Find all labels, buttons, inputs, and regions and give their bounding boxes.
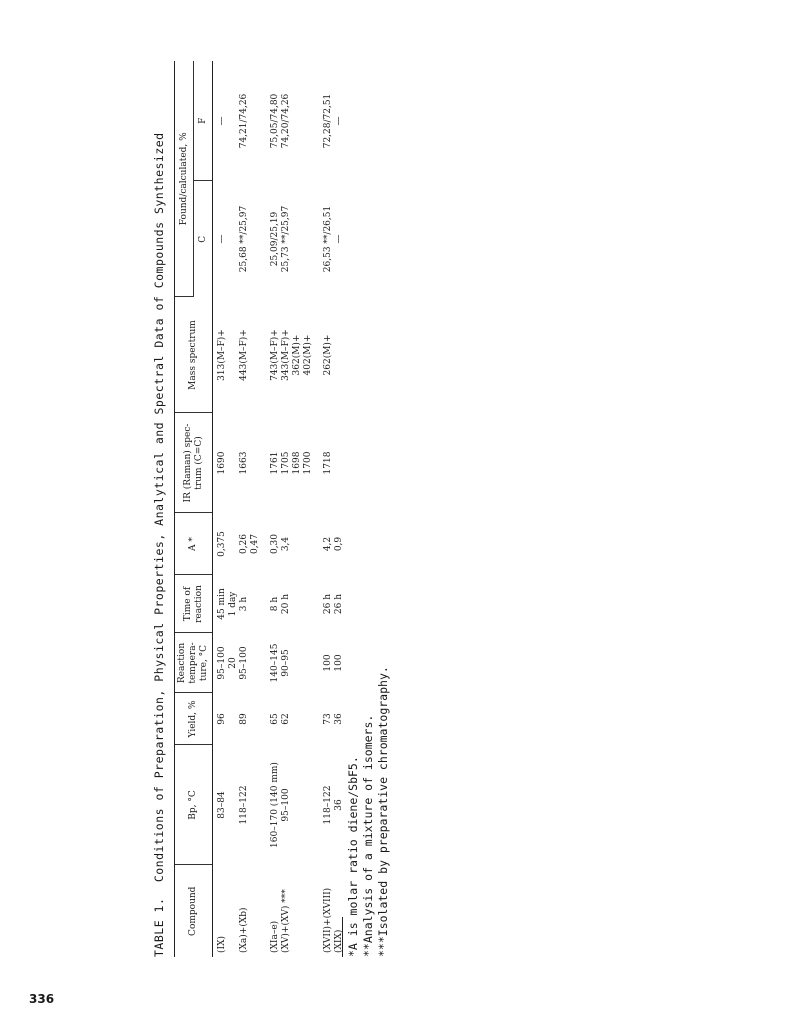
cell-mass: 262(M)+ — [323, 334, 333, 376]
rotated-table-block — [152, 57, 422, 957]
cell-time: 3 h — [239, 596, 249, 612]
cell-a: 0,30 3,4 — [270, 533, 291, 555]
header-mass: Mass spectrum — [175, 297, 213, 413]
cell-c: 25,09/25,19 25,73 **/25,97 — [270, 205, 291, 273]
cell-ir: 1718 — [323, 451, 333, 475]
cell-f: 72,28/72,51 — — [323, 93, 344, 149]
header-time: Time of reaction — [175, 575, 213, 633]
cell-compound: (Xa)+(Xb) — [239, 907, 249, 953]
cell-yield: 89 — [239, 713, 249, 725]
cell-a: 4,2 0,9 — [323, 536, 344, 552]
footnote: ***Isolated by preparative chromatography. — [376, 666, 390, 957]
cell-time: 8 h 20 h — [270, 593, 291, 615]
header-ir: IR (Raman) spec-trum (C=C) — [175, 413, 213, 513]
table-footnotes — [342, 57, 391, 957]
header-yield: Yield, % — [175, 693, 213, 745]
cell-bp: 118–122 — [239, 785, 249, 825]
header-c: C — [194, 181, 213, 297]
header-a: A * — [175, 513, 213, 575]
data-table — [174, 61, 351, 957]
footnote-rule — [342, 917, 343, 957]
header-temperature: Reaction tempera-ture, °C — [175, 633, 213, 693]
cell-yield: 65 62 — [270, 713, 291, 725]
header-compound: Compound — [175, 865, 213, 957]
cell-temperature: 100 100 — [323, 654, 344, 672]
table-title: Conditions of Preparation, Physical Properties, Analytical and Spectral Data of Compounds Synthesized — [152, 132, 166, 883]
cell-ir: 1690 — [217, 451, 227, 475]
cell-c: — — [217, 234, 227, 244]
cell-c: 25,68 **/25,97 — [239, 205, 249, 273]
cell-mass: 743(M–F)+ 343(M–F)+ 362(M)+ 402(M)+ — [270, 329, 313, 381]
table-number: TABLE 1. — [152, 897, 166, 957]
footnote: **Analysis of a mixture of isomers. — [361, 714, 375, 957]
cell-f: 74,21/74,26 — [239, 93, 249, 149]
cell-time: 45 min 1 day — [217, 588, 238, 620]
page-number: 336 — [29, 992, 55, 1006]
cell-bp: 83–84 — [217, 791, 227, 819]
cell-mass: 443(M–F)+ — [239, 329, 249, 381]
header-f: F — [194, 61, 213, 181]
cell-ir: 1761 1705 1698 1700 — [270, 451, 313, 475]
cell-c: 26,53 **/26,51 — — [323, 205, 344, 273]
cell-a: 0,375 — [217, 531, 227, 557]
cell-yield: 96 — [217, 713, 227, 725]
cell-bp: 160–170 (140 mm) 95–100 — [270, 762, 291, 848]
cell-a: 0,26 0,47 — [239, 533, 260, 555]
footnote: *A is molar ratio diene/SbF5. — [346, 756, 360, 957]
header-bp: Bp, °C — [175, 745, 213, 865]
cell-temperature: 95–100 20 — [217, 646, 238, 680]
table-header-row — [175, 61, 194, 957]
cell-temperature: 140–145 90–95 — [270, 643, 291, 683]
cell-mass: 313(M–F)+ — [217, 329, 227, 381]
cell-f: — — [217, 116, 227, 126]
cell-bp: 118–122 36 — [323, 785, 344, 825]
table-caption — [152, 57, 166, 957]
cell-time: 26 h 26 h — [323, 593, 344, 615]
cell-compound: (IX) — [217, 936, 227, 953]
cell-f: 75,05/74,80 74,20/74,26 — [270, 93, 291, 149]
table-row — [239, 61, 261, 957]
cell-ir: 1663 — [239, 451, 249, 475]
cell-temperature: 95–100 — [239, 646, 249, 680]
cell-compound: (XIa–e) (XV)+(XV) *** — [270, 889, 291, 953]
table-row — [261, 61, 314, 957]
cell-compound: (XVII)+(XVIII) (XIX) — [323, 887, 344, 953]
header-found-calculated: Found/calculated, % — [175, 61, 194, 297]
cell-yield: 73 36 — [323, 713, 344, 725]
table-row — [213, 61, 240, 957]
